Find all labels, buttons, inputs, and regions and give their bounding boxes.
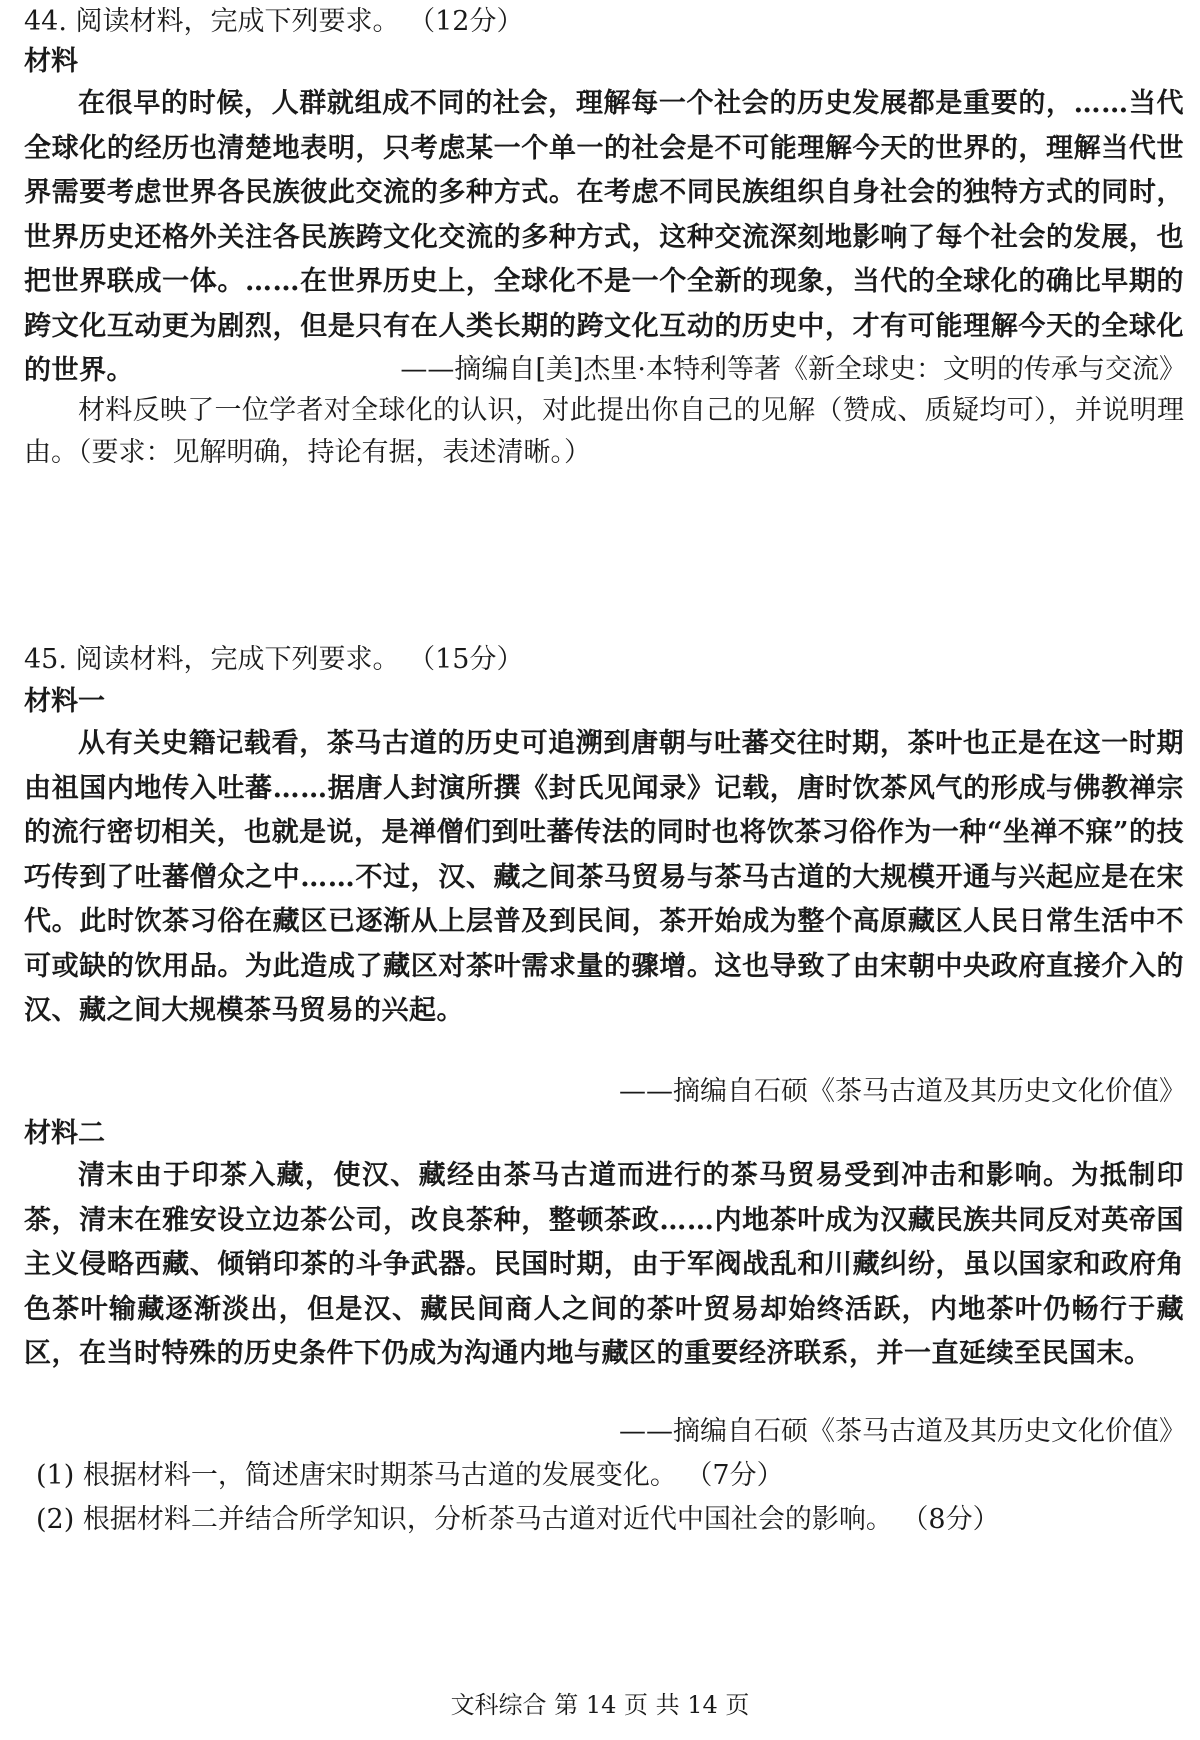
question-44-heading: 44. 阅读材料，完成下列要求。 （12分） (24, 6, 524, 37)
question-45-material1-label: 材料一 (24, 686, 105, 717)
question-45-material2-text: 清末由于印茶入藏，使汉、藏经由茶马古道而进行的茶马贸易受到冲击和影响。为抵制印茶，清末在雅安设立边茶公司，改良茶种，整顿茶政……内地茶叶成为汉藏民族共同反对英帝国主义侵略西藏、倾销印茶的斗争武器。民国时期，由于军阀战乱和川藏纠纷，虽以国家和政府角色茶叶输藏逐渐淡出，但是汉、藏民间商人之间的茶叶贸易却始终活跃，内地茶叶仍畅行于藏区，在当时特殊的历史条件下仍成为沟通内地与藏区的重要经济联系，并一直延续至民国末。 (24, 1160, 1184, 1369)
question-45-source1: ——摘编自石硕《茶马古道及其历史文化价值》 (619, 1076, 1186, 1107)
question-45-heading: 45. 阅读材料，完成下列要求。 （15分） (24, 644, 524, 675)
question-45-sub2: (2) 根据材料二并结合所学知识，分析茶马古道对近代中国社会的影响。 （8分） (36, 1504, 1000, 1535)
question-44-source: ——摘编自[美]杰里·本特利等著《新全球史：文明的传承与交流》 (400, 354, 1186, 385)
question-45-material1-text: 从有关史籍记载看，茶马古道的历史可追溯到唐朝与吐蕃交往时期，茶叶也正是在这一时期由祖国内地传入吐蕃……据唐人封演所撰《封氏见闻录》记载，唐时饮茶风气的形成与佛教禅宗的流行密切相关，也就是说，是禅僧们到吐蕃传法的同时也将饮茶习俗作为一种“坐禅不寐”的技巧传到了吐蕃僧众之中……不过，汉、藏之间茶马贸易与茶马古道的大规模开通与兴起应是在宋代。此时饮茶习俗在藏区已逐渐从上层普及到民间，茶开始成为整个高原藏区人民日常生活中不可或缺的饮用品。为此造成了藏区对茶叶需求量的骤增。这也导致了由宋朝中央政府直接介入的汉、藏之间大规模茶马贸易的兴起。 (24, 728, 1184, 1026)
question-45-sub1: (1) 根据材料一，简述唐宋时期茶马古道的发展变化。 （7分） (36, 1460, 784, 1491)
question-44-material-text: 在很早的时候，人群就组成不同的社会，理解每一个社会的历史发展都是重要的，……当代全球化的经历也清楚地表明，只考虑某一个单一的社会是不可能理解今天的世界的，理解当代世界需要考虑世界各民族彼此交流的多种方式。在考虑不同民族组织自身社会的独特方式的同时，世界历史还格外关注各民族跨文化交流的多种方式，这种交流深刻地影响了每个社会的发展，也把世界联成一体。……在世界历史上，全球化不是一个全新的现象，当代的全球化的确比早期的跨文化互动更为剧烈，但是只有在人类长期的跨文化互动的历史中，才有可能理解今天的全球化的世界。 (24, 88, 1184, 386)
question-44-prompt: 材料反映了一位学者对全球化的认识，对此提出你自己的见解（赞成、质疑均可），并说明理由。（要求：见解明确，持论有据，表述清晰。） (24, 395, 1184, 468)
question-44-material-label: 材料 (24, 46, 78, 77)
page-footer: 文科综合 第 14 页 共 14 页 (450, 1691, 750, 1719)
question-45-source2: ——摘编自石硕《茶马古道及其历史文化价值》 (619, 1416, 1186, 1447)
question-45-material2-label: 材料二 (24, 1118, 105, 1149)
